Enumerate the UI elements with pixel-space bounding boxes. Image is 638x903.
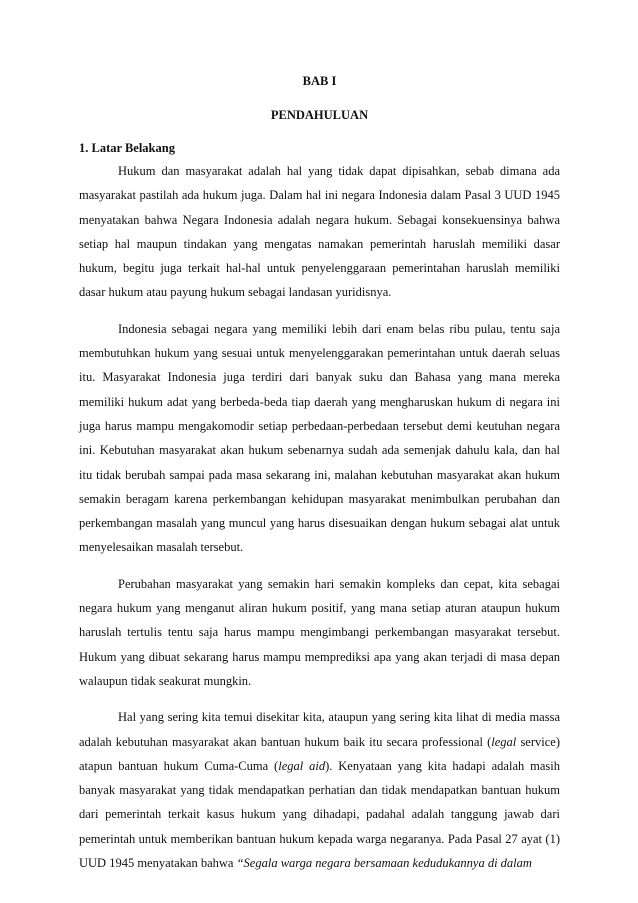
chapter-title: PENDAHULUAN: [270, 108, 369, 122]
section-title: 1. Latar Belakang: [79, 141, 175, 155]
paragraph-2: Indonesia sebagai negara yang memiliki lebih dari enam belas ribu pulau, tentu saja membutuhkan hukum yang sesuai untuk menyelenggarakan pemerintahan untuk daerah seluas itu. Masyarakat Indonesia juga terdiri dari banyak suku dan Bahasa yang mana mereka memiliki hukum adat yang berbeda-beda tiap daerah yang mengharuskan hukum di negara ini juga harus mampu mengakomodir setiap perbedaan-perbedaan tersebut demi keutuhan negara ini. Kebutuhan masyarakat akan hukum sebenarnya sudah ada semenjak dahulu kala, dan hal itu tidak berubah sampai pada masa sekarang ini, malahan kebutuhan masyarakat akan hukum semakin beragam karena perkembangan kehidupan masyarakat menimbulkan perubahan dan perkembangan masalah yang muncul yang harus disesuaikan dengan hukum sebagai alat untuk menyelesaikan masalah tersebut.: [79, 321, 560, 555]
paragraph-4-text-1: Hal yang sering kita temui disekitar kita, ataupun yang sering kita lihat di media massa adalah kebutuhan masyarakat akan bantuan hukum baik itu secara professional (: [79, 710, 560, 749]
paragraph-4-text-3: ). Kenyataan yang kita hadapi adalah masih banyak masyarakat yang tidak mendapatkan perhatian dan tidak mendapatkan bantuan hukum dari pemerintah terkait kasus hukum yang dihadapi, padahal adalah tanggung jawab dari pemerintah untuk memberikan bantuan hukum kepada warga negaranya. Pada Pasal 27 ayat (1) UUD 1945 menyatakan bahwa: [79, 758, 560, 871]
paragraph-4: [79, 705, 560, 875]
document-body: [79, 159, 560, 875]
constitution-quote: “Segala warga negara bersamaan kedudukannya di dalam: [236, 856, 532, 871]
legal-aid-term: legal aid: [278, 758, 326, 773]
chapter-number: BAB I: [302, 74, 337, 88]
paragraph-4-text-2: service) atapun bantuan hukum Cuma-Cuma (: [79, 734, 560, 773]
legal-term: legal: [491, 734, 517, 749]
paragraph-3: Perubahan masyarakat yang semakin hari semakin kompleks dan cepat, kita sebagai negara hukum yang menganut aliran hukum positif, yang mana setiap aturan ataupun hukum haruslah tertulis tentu saja harus mampu mengimbangi perkembangan masyarakat tersebut. Hukum yang dibuat sekarang harus mampu memprediksi apa yang akan terjadi di masa depan walaupun tidak seakurat mungkin.: [79, 576, 560, 688]
paragraph-1: Hukum dan masyarakat adalah hal yang tidak dapat dipisahkan, sebab dimana ada masyarakat pastilah ada hukum juga. Dalam hal ini negara Indonesia dalam Pasal 3 UUD 1945 menyatakan bahwa Negara Indonesia adalah negara hukum. Sebagai konsekuensinya bahwa setiap hal maupun tindakan yang mengatas namakan pemerintah haruslah memiliki dasar hukum, begitu juga terkait hal-hal untuk penyelenggaraan pemerintahan haruslah memiliki dasar hukum atau payung hukum sebagai landasan yuridisnya.: [79, 164, 560, 300]
